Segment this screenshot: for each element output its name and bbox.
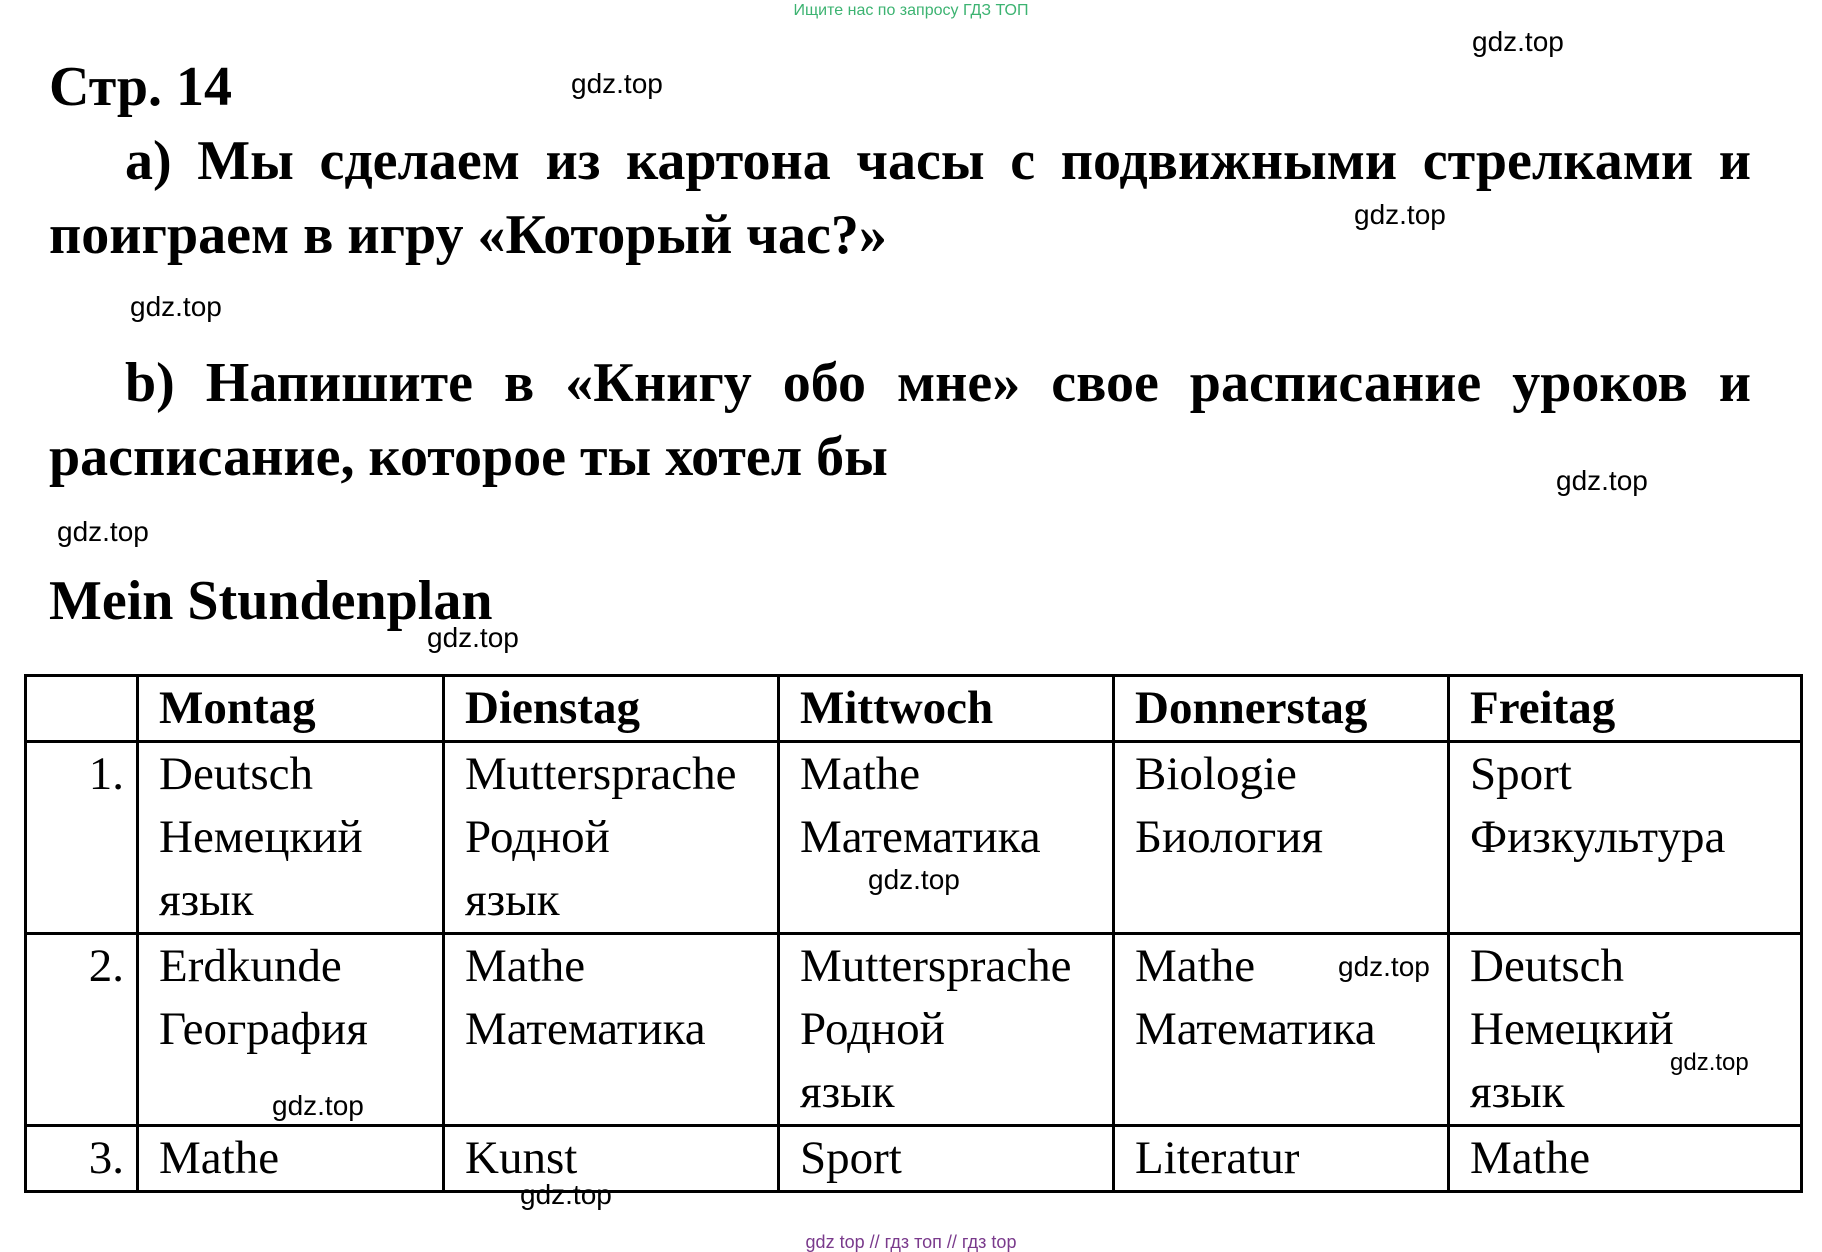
subject-de: Deutsch [1470,940,1625,992]
header-cell-montag: Montag [138,676,444,742]
subject-de: Mathe [465,940,586,992]
footer-links: gdz top // гдз топ // гдз top [805,1232,1017,1252]
subject-ru: Физкультура [1470,811,1726,863]
watermark: gdz.top [272,1090,364,1121]
subject-de: Sport [800,1132,902,1184]
table-cell [1449,934,1802,1126]
watermark: gdz.top [1556,465,1648,496]
table-cell [1114,1126,1449,1192]
top-banner: Ищите нас по запросу ГДЗ ТОП [793,2,1029,19]
subject-ru-cont: язык [800,1066,895,1118]
watermark: gdz.top [520,1179,612,1210]
subject-de: Erdkunde [159,940,342,992]
table-cell [138,1126,444,1192]
page-title: Стр. 14 [49,56,233,118]
lesson-number: 3. [26,1126,138,1192]
table-cell [1449,742,1802,934]
subject-ru: Математика [800,811,1041,863]
schedule-title: Mein Stundenplan [49,570,493,632]
table-cell [779,934,1114,1126]
subject-de: Literatur [1135,1132,1300,1184]
subject-ru: География [159,1003,368,1055]
watermark: gdz.top [57,516,149,547]
watermark: gdz.top [868,864,960,895]
subject-ru: Родной [800,1003,945,1055]
table-cell [138,742,444,934]
table-cell [444,934,779,1126]
subject-ru-cont: язык [1470,1066,1565,1118]
table-header-row [26,676,1802,742]
table-row [26,742,1802,934]
header-cell-freitag: Freitag [1449,676,1802,742]
header-cell-mittwoch: Mittwoch [779,676,1114,742]
table-cell [779,742,1114,934]
watermark: gdz.top [1338,951,1430,982]
table-cell [444,742,779,934]
subject-de: Muttersprache [800,940,1072,992]
task-b-text: b) Напишите в «Книгу обо мне» свое расписание уроков и расписание, которое ты хотел бы [49,352,1751,488]
subject-ru: Биология [1135,811,1324,863]
watermark: gdz.top [427,622,519,653]
table-cell [779,1126,1114,1192]
subject-de: Mathe [159,1132,280,1184]
subject-de: Kunst [465,1132,578,1184]
table-cell [1114,742,1449,934]
header-cell-donnerstag: Donnerstag [1114,676,1449,742]
watermark: gdz.top [130,291,222,322]
lesson-number: 1. [26,742,138,934]
watermark: gdz.top [571,68,663,99]
task-a-text: а) Мы сделаем из картона часы с подвижными стрелками и поиграем в игру «Который час?» [49,130,1751,266]
subject-ru-cont: язык [465,874,560,926]
subject-ru: Математика [1135,1003,1376,1055]
header-cell-dienstag: Dienstag [444,676,779,742]
watermark: gdz.top [1670,1049,1749,1076]
watermark: gdz.top [1354,199,1446,230]
subject-de: Deutsch [159,748,314,800]
subject-ru-cont: язык [159,874,254,926]
subject-ru: Немецкий [159,811,363,863]
subject-de: Biologie [1135,748,1297,800]
lesson-number: 2. [26,934,138,1126]
subject-de: Muttersprache [465,748,737,800]
subject-de: Sport [1470,748,1572,800]
header-cell-empty [26,676,138,742]
table-row [26,1126,1802,1192]
table-cell [1449,1126,1802,1192]
subject-de: Mathe [1135,940,1256,992]
subject-de: Mathe [1470,1132,1591,1184]
subject-ru: Родной [465,811,610,863]
watermark: gdz.top [1472,26,1564,57]
subject-ru: Немецкий [1470,1003,1674,1055]
subject-de: Mathe [800,748,921,800]
subject-ru: Математика [465,1003,706,1055]
